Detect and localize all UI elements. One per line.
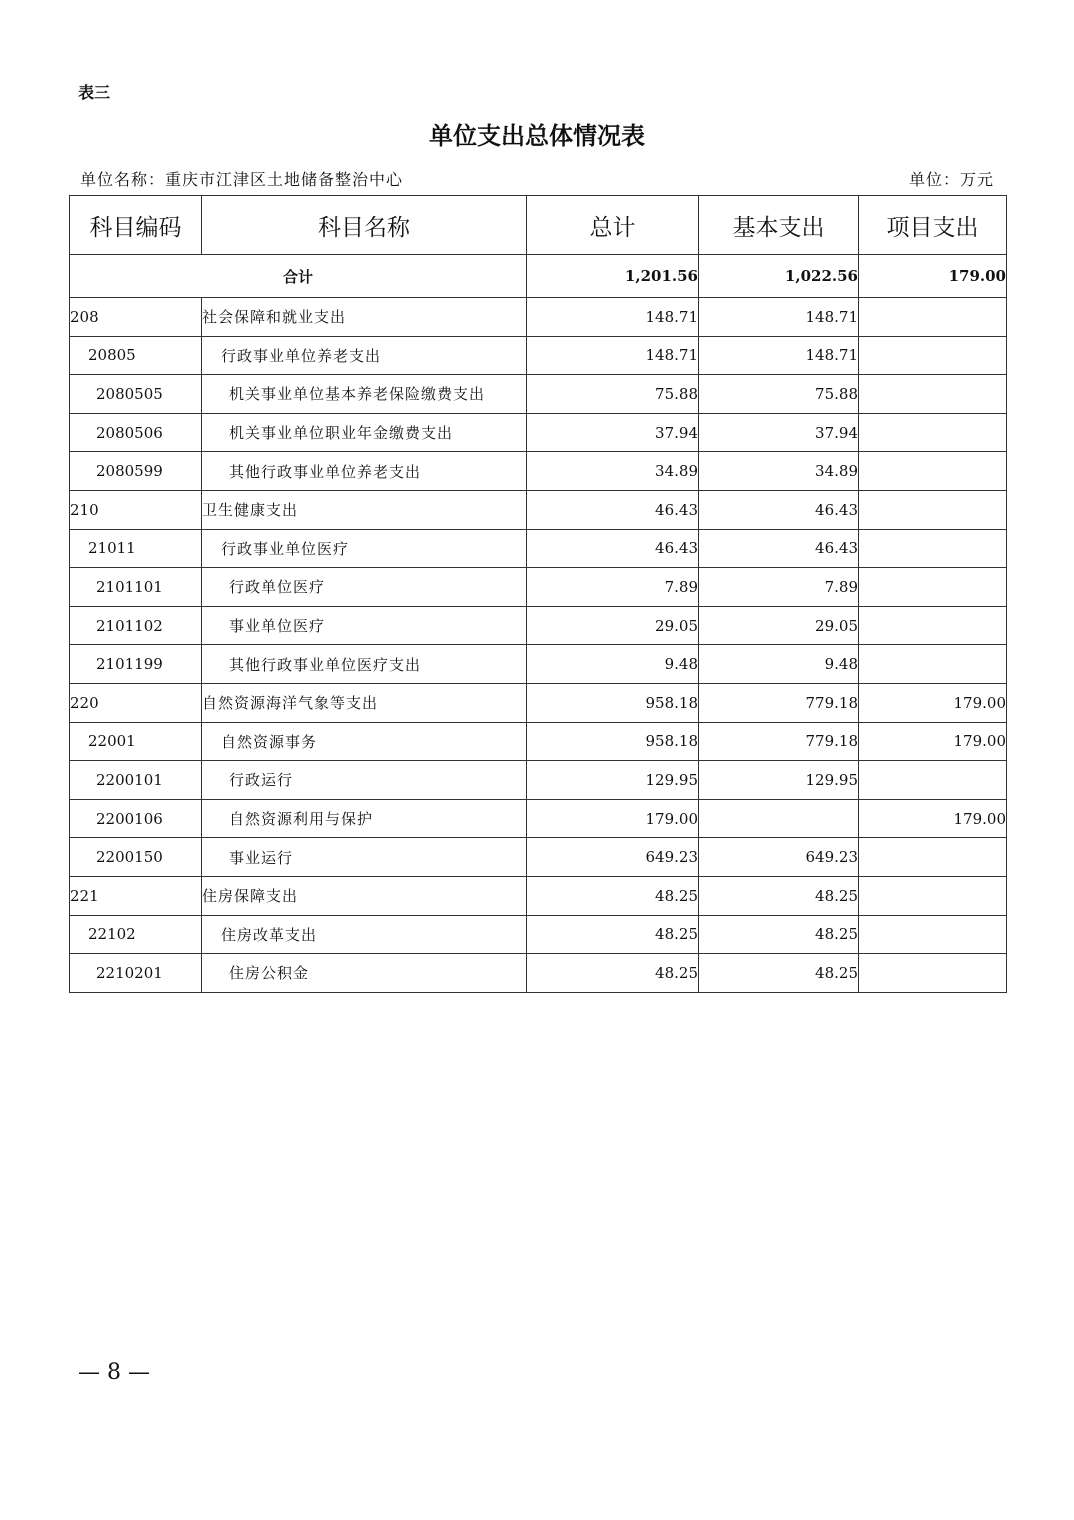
header-project: 项目支出 [859,196,1007,255]
table-row [70,722,1007,761]
row-project [859,529,1007,568]
row-basic: 34.89 [699,452,859,491]
row-project [859,375,1007,414]
row-basic: 37.94 [699,413,859,452]
row-code: 2101102 [70,606,202,645]
row-project [859,336,1007,375]
row-project [859,490,1007,529]
table-row [70,683,1007,722]
row-code: 2200150 [70,838,202,877]
row-basic: 46.43 [699,490,859,529]
row-total: 34.89 [527,452,699,491]
row-name: 住房保障支出 [202,876,527,915]
total-basic: 1,022.56 [699,255,859,298]
row-project [859,838,1007,877]
table-row [70,298,1007,337]
row-total: 46.43 [527,490,699,529]
row-project [859,568,1007,607]
header-basic: 基本支出 [699,196,859,255]
table-row [70,490,1007,529]
table-row [70,799,1007,838]
total-label: 合计 [70,255,527,298]
row-code: 21011 [70,529,202,568]
table-row [70,954,1007,993]
row-name: 自然资源海洋气象等支出 [202,683,527,722]
row-project [859,452,1007,491]
row-project [859,761,1007,800]
row-code: 20805 [70,336,202,375]
row-basic: 9.48 [699,645,859,684]
row-total: 48.25 [527,915,699,954]
row-total: 48.25 [527,954,699,993]
table-row [70,876,1007,915]
row-basic: 46.43 [699,529,859,568]
row-total: 179.00 [527,799,699,838]
total-amount: 1,201.56 [527,255,699,298]
total-row [70,255,1007,298]
table-row [70,529,1007,568]
header-row [70,196,1007,255]
row-code: 22001 [70,722,202,761]
table-row [70,761,1007,800]
row-total: 129.95 [527,761,699,800]
row-name: 行政事业单位养老支出 [202,336,527,375]
row-basic [699,799,859,838]
row-name: 其他行政事业单位医疗支出 [202,645,527,684]
row-total: 958.18 [527,683,699,722]
row-code: 2210201 [70,954,202,993]
header-name: 科目名称 [202,196,527,255]
row-name: 自然资源利用与保护 [202,799,527,838]
row-total: 7.89 [527,568,699,607]
row-total: 29.05 [527,606,699,645]
total-project: 179.00 [859,255,1007,298]
row-project: 179.00 [859,722,1007,761]
row-project [859,876,1007,915]
row-project [859,413,1007,452]
row-code: 2101101 [70,568,202,607]
row-code: 2080599 [70,452,202,491]
row-name: 住房公积金 [202,954,527,993]
row-code: 2080506 [70,413,202,452]
header-code: 科目编码 [70,196,202,255]
row-name: 机关事业单位基本养老保险缴费支出 [202,375,527,414]
table-row [70,606,1007,645]
row-name: 其他行政事业单位养老支出 [202,452,527,491]
row-project [859,606,1007,645]
row-name: 事业运行 [202,838,527,877]
row-total: 48.25 [527,876,699,915]
row-code: 208 [70,298,202,337]
row-code: 220 [70,683,202,722]
row-name: 自然资源事务 [202,722,527,761]
page-number: — 8 — [78,1360,150,1385]
table-label: 表三 [78,83,111,102]
row-basic: 48.25 [699,954,859,993]
row-total: 148.71 [527,298,699,337]
row-basic: 148.71 [699,298,859,337]
row-name: 卫生健康支出 [202,490,527,529]
row-project: 179.00 [859,683,1007,722]
row-basic: 129.95 [699,761,859,800]
row-basic: 779.18 [699,683,859,722]
unit-name: 单位名称：重庆市江津区土地储备整治中心 [80,170,404,189]
row-name: 事业单位医疗 [202,606,527,645]
row-code: 2200101 [70,761,202,800]
row-total: 75.88 [527,375,699,414]
row-project: 179.00 [859,799,1007,838]
row-total: 9.48 [527,645,699,684]
row-code: 2200106 [70,799,202,838]
row-total: 958.18 [527,722,699,761]
row-code: 210 [70,490,202,529]
table-row [70,645,1007,684]
page-title: 单位支出总体情况表 [429,122,645,150]
row-code: 221 [70,876,202,915]
row-basic: 779.18 [699,722,859,761]
row-name: 社会保障和就业支出 [202,298,527,337]
table-row [70,568,1007,607]
row-name: 住房改革支出 [202,915,527,954]
row-basic: 75.88 [699,375,859,414]
row-basic: 649.23 [699,838,859,877]
row-name: 行政运行 [202,761,527,800]
currency-unit: 单位：万元 [908,170,994,189]
row-basic: 48.25 [699,915,859,954]
row-total: 46.43 [527,529,699,568]
table-row [70,336,1007,375]
row-name: 行政单位医疗 [202,568,527,607]
row-code: 2101199 [70,645,202,684]
expenditure-table [69,195,1007,993]
row-code: 2080505 [70,375,202,414]
row-project [859,645,1007,684]
table-row [70,413,1007,452]
row-basic: 48.25 [699,876,859,915]
row-name: 行政事业单位医疗 [202,529,527,568]
row-project [859,298,1007,337]
row-project [859,915,1007,954]
row-code: 22102 [70,915,202,954]
row-name: 机关事业单位职业年金缴费支出 [202,413,527,452]
row-total: 649.23 [527,838,699,877]
row-basic: 29.05 [699,606,859,645]
table-row [70,452,1007,491]
row-basic: 7.89 [699,568,859,607]
row-total: 37.94 [527,413,699,452]
table-row [70,375,1007,414]
row-basic: 148.71 [699,336,859,375]
table-row [70,838,1007,877]
table-row [70,915,1007,954]
header-total: 总计 [527,196,699,255]
row-total: 148.71 [527,336,699,375]
row-project [859,954,1007,993]
